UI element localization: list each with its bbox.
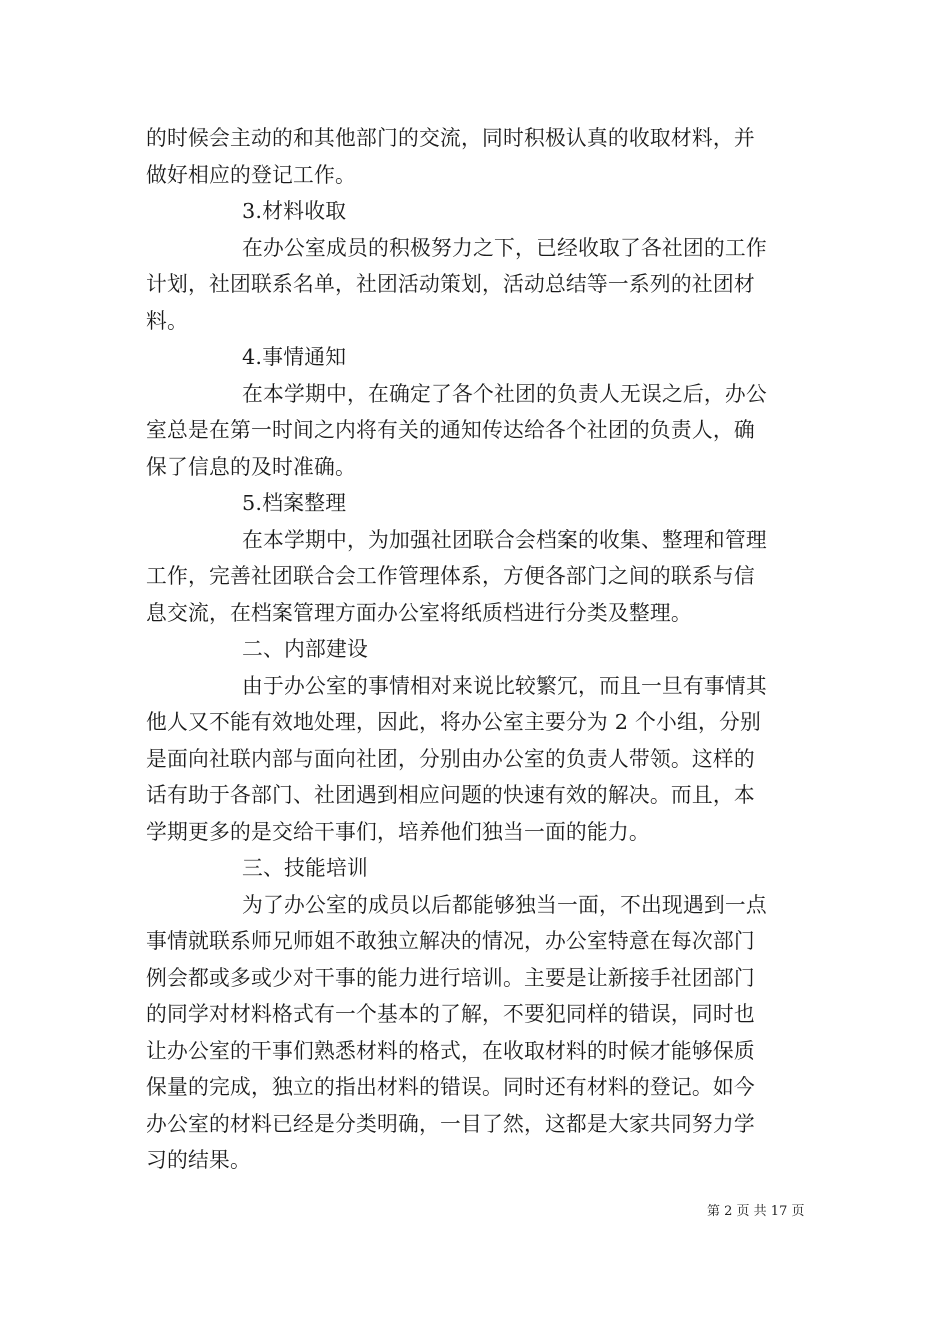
text-line: 室总是在第一时间之内将有关的通知传达给各个社团的负责人，确	[146, 418, 755, 442]
text-line: 的时候会主动的和其他部门的交流，同时积极认真的收取材料，并	[146, 126, 755, 150]
text-line: 保量的完成，独立的指出材料的错误。同时还有材料的登记。如今	[146, 1075, 755, 1099]
text-line: 学期更多的是交给干事们，培养他们独当一面的能力。	[146, 819, 650, 844]
page-number-footer: 第 2 页 共 17 页	[707, 1204, 805, 1219]
text-line: 二、内部建设	[242, 637, 368, 661]
text-line: 办公室的材料已经是分类明确，一目了然，这都是大家共同努力学	[146, 1111, 755, 1136]
text-line: 4.事情通知	[242, 345, 347, 369]
text-line: 三、技能培训	[242, 856, 368, 880]
text-line: 由于办公室的事情相对来说比较繁冗，而且一旦有事情其	[242, 673, 767, 698]
text-line: 话有助于各部门、社团遇到相应问题的快速有效的解决。而且，本	[146, 783, 755, 807]
text-line: 5.档案整理	[242, 491, 347, 515]
text-line: 是面向社联内部与面向社团，分别由办公室的负责人带领。这样的	[146, 746, 755, 771]
text-line: 做好相应的登记工作。	[146, 162, 356, 187]
text-line: 在办公室成员的积极努力之下，已经收取了各社团的工作	[242, 235, 767, 260]
text-line: 让办公室的干事们熟悉材料的格式，在收取材料的时候才能够保质	[146, 1038, 755, 1063]
text-line: 为了办公室的成员以后都能够独当一面，不出现遇到一点	[242, 892, 767, 917]
text-line: 例会都或多或少对干事的能力进行培训。主要是让新接手社团部门	[146, 965, 755, 990]
text-line: 的同学对材料格式有一个基本的了解，不要犯同样的错误，同时也	[146, 1002, 755, 1026]
document-body	[146, 120, 810, 1179]
text-line: 保了信息的及时准确。	[146, 454, 356, 479]
text-line: 事情就联系师兄师姐不敢独立解决的情况，办公室特意在每次部门	[146, 929, 755, 953]
text-line: 计划，社团联系名单，社团活动策划，活动总结等一系列的社团材	[146, 272, 755, 296]
text-line: 习的结果。	[146, 1148, 251, 1172]
text-line: 工作，完善社团联合会工作管理体系，方便各部门之间的联系与信	[146, 564, 755, 588]
text-line: 息交流，在档案管理方面办公室将纸质档进行分类及整理。	[146, 600, 692, 625]
text-line: 他人又不能有效地处理，因此，将办公室主要分为 2 个小组，分别	[146, 710, 761, 734]
text-line: 在本学期中，为加强社团联合会档案的收集、整理和管理	[242, 527, 767, 552]
text-line: 在本学期中，在确定了各个社团的负责人无误之后，办公	[242, 381, 767, 406]
text-line: 3.材料收取	[242, 199, 347, 223]
text-line: 料。	[146, 308, 188, 333]
